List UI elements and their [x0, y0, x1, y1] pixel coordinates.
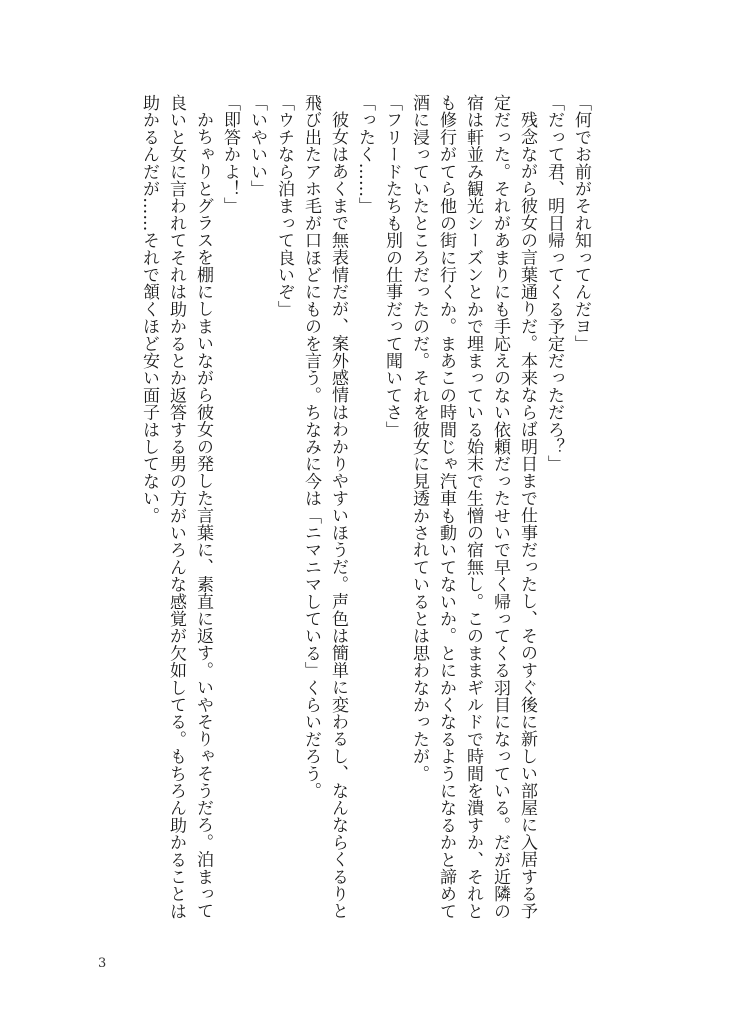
page-number: 3	[98, 956, 107, 971]
paragraph-7: 「ウチなら泊まって良いぞ」	[274, 94, 294, 318]
vertical-text-body	[96, 94, 594, 934]
paragraph-1: 「何でお前がそれ知ってんだヨ」	[571, 94, 591, 352]
paragraph-8: 「いやいい」	[247, 94, 267, 198]
paragraph-9: 「即答かよ！」	[220, 94, 240, 215]
paragraph-3: 残念ながら彼女の言葉通りだ。本来ならば明日まで仕事だったし、そのすぐ後に新しい部屋に入居する予定だった。それがあまりにも手応えのない依頼だったせいで早く帰ってくる羽目になっている。だが近隣の宿は軒並み観光シーズンとかで埋まっている始末で生憎の宿無し。このままギルドで時間を潰すか、それとも修行がてら他の街に行くか。まあこの時間じゃ汽車も動いてないか。とにかくなるようになるかと諦めて酒に浸っていたところだったのだ。それを彼女に見透かされているとは思わなかったが。	[409, 94, 537, 920]
paragraph-6: 彼女はあくまで無表情だが、案外感情はわかりやすいほうだ。声色は簡単に変わるし、なんならくるりと飛び出たアホ毛が口ほどにものを言う。ちなみに今は「ニマニマしている」くらいだろう。	[301, 94, 348, 920]
paragraph-10: かちゃりとグラスを棚にしまいながら彼女の発した言葉に、素直に返す。いやそりゃそうだろ。泊まって良いと女に言われてそれは助かるとか返答する男の方がいろんな感覚が欠如してる。もちろん助かることは助かるんだが……それで頷くほど安い面子はしてない。	[139, 94, 213, 920]
paragraph-5: 「ったく……」	[355, 94, 375, 215]
paragraph-2: 「だって君、明日帰ってくる予定だっただろ？」	[544, 94, 564, 473]
paragraph-4: 「フリードたちも別の仕事だって聞いてさ」	[382, 94, 402, 438]
